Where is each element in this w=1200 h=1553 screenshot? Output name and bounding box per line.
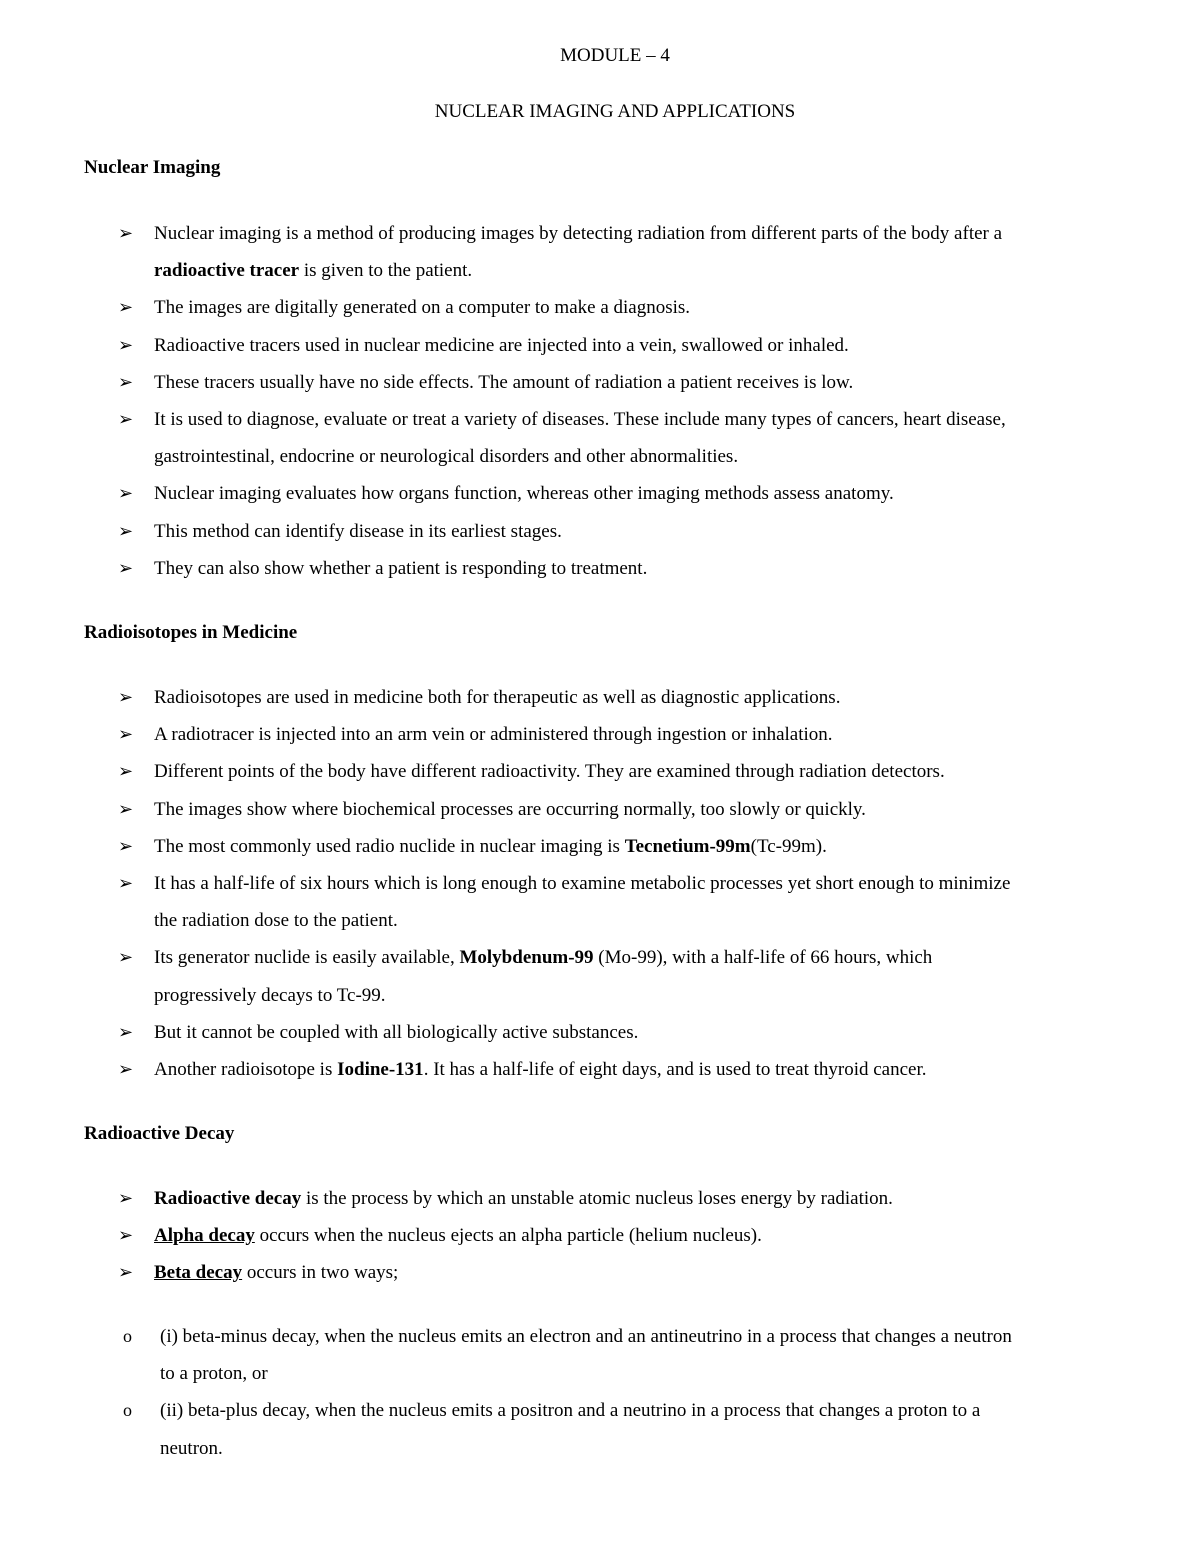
bullet-arrow-icon: ➢ (118, 483, 134, 505)
bold-underlined-term: Beta decay (154, 1262, 243, 1284)
list-item (0, 1014, 1200, 1051)
bullet-arrow-icon: ➢ (118, 724, 134, 746)
list-item (0, 753, 1200, 790)
list-item-text-rest: (Mo-99), with a half-life of 66 hours, which (593, 947, 933, 969)
bullet-arrow-icon: ➢ (118, 947, 134, 969)
bullet-arrow-icon: ➢ (118, 1059, 134, 1081)
bullet-arrow-icon: ➢ (118, 1262, 134, 1284)
bullet-arrow-icon: ➢ (118, 798, 134, 820)
radioactive-decay-list (0, 1180, 1200, 1292)
list-item-text-rest: (Tc-99m). (750, 835, 827, 857)
list-item-text-continued: gastrointestinal, endocrine or neurological disorders and other abnormalities. (154, 446, 739, 468)
sub-list-item-text-continued: neutron. (160, 1437, 223, 1459)
list-item (0, 327, 1200, 364)
list-item-text-continued: progressively decays to Tc-99. (154, 984, 386, 1006)
bullet-circle-icon: o (123, 1400, 132, 1421)
list-item-text-pre: Its generator nuclide is easily available, (154, 947, 460, 969)
list-item (0, 1180, 1200, 1217)
list-item (0, 475, 1200, 512)
list-item-text: Nuclear imaging is a method of producing images by detecting radiation from different parts of the body after a (154, 223, 1003, 244)
list-item (0, 289, 1200, 326)
list-item-text: The most commonly used radio nuclide in nuclear imaging is (154, 835, 625, 857)
bullet-arrow-icon: ➢ (118, 1225, 134, 1247)
section-heading-nuclear-imaging: Nuclear Imaging (84, 157, 221, 178)
list-item-text: But it cannot be coupled with all biologically active substances. (154, 1021, 639, 1043)
list-item (0, 1051, 1200, 1088)
bullet-arrow-icon: ➢ (118, 223, 134, 244)
list-item-text: Nuclear imaging evaluates how organs function, whereas other imaging methods assess anatomy. (154, 483, 894, 505)
section-heading-radioisotopes: Radioisotopes in Medicine (84, 622, 298, 643)
list-item-text: Another radioisotope is (154, 1059, 338, 1081)
section-heading-radioactive-decay: Radioactive Decay (84, 1123, 235, 1144)
list-item-text: Radioisotopes are used in medicine both for therapeutic as well as diagnostic applications. (154, 687, 841, 708)
list-item (0, 401, 1200, 475)
list-item-text-rest: . It has a half-life of eight days, and is used to treat thyroid cancer. (423, 1059, 927, 1081)
bullet-arrow-icon: ➢ (118, 520, 134, 542)
sub-list-item-text-continued: to a proton, or (160, 1363, 268, 1385)
bullet-arrow-icon: ➢ (118, 297, 134, 319)
list-item (0, 1217, 1200, 1254)
list-item-text (154, 939, 1140, 976)
list-item (0, 865, 1200, 939)
bullet-arrow-icon: ➢ (118, 371, 134, 393)
list-item-text: Radioactive tracers used in nuclear medicine are injected into a vein, swallowed or inhaled. (154, 334, 849, 356)
list-item-text: is the process by which an unstable atomic nucleus loses energy by radiation. (301, 1188, 893, 1209)
list-item (0, 828, 1200, 865)
list-item (0, 716, 1200, 753)
bullet-arrow-icon: ➢ (118, 334, 134, 356)
bullet-arrow-icon: ➢ (118, 761, 134, 783)
bold-term: Iodine-131 (337, 1059, 424, 1081)
bullet-arrow-icon: ➢ (118, 873, 134, 895)
list-item-text: They can also show whether a patient is responding to treatment. (154, 557, 648, 579)
list-item (0, 364, 1200, 401)
bold-underlined-term: Alpha decay (154, 1225, 255, 1247)
list-item-text: Different points of the body have different radioactivity. They are examined through radiation detectors. (154, 761, 945, 783)
sub-list-item-text: (ii) beta-plus decay, when the nucleus emits a positron and a neutrino in a process that changes a proton to a (160, 1400, 981, 1422)
list-item-text: It is used to diagnose, evaluate or treat a variety of diseases. These include many types of cancers, heart disease, (154, 409, 1006, 431)
list-item (0, 550, 1200, 587)
list-item-text-rest: is given to the patient. (299, 260, 473, 282)
bullet-arrow-icon: ➢ (118, 835, 134, 857)
module-title: MODULE – 4 (560, 45, 670, 66)
bold-term: Molybdenum-99 (459, 947, 594, 969)
list-item (0, 939, 1200, 1013)
bullet-arrow-icon: ➢ (118, 1188, 134, 1209)
list-item-text: It has a half-life of six hours which is long enough to examine metabolic processes yet short enough to minimize (154, 873, 1011, 895)
bold-term: Tecnetium-99m (624, 835, 751, 857)
list-item-text: occurs when the nucleus ejects an alpha particle (helium nucleus). (254, 1225, 762, 1247)
bullet-arrow-icon: ➢ (118, 409, 134, 431)
bullet-circle-icon: o (123, 1326, 132, 1346)
document-title: NUCLEAR IMAGING AND APPLICATIONS (434, 101, 796, 122)
beta-decay-sublist (0, 1318, 1200, 1467)
list-item-text: occurs in two ways; (242, 1262, 399, 1284)
bullet-arrow-icon: ➢ (118, 1021, 134, 1043)
list-item-text: These tracers usually have no side effects. The amount of radiation a patient receives is low. (154, 371, 854, 393)
list-item-text: The images are digitally generated on a computer to make a diagnosis. (154, 297, 691, 319)
sub-list-item (0, 1318, 1200, 1392)
list-item (0, 679, 1200, 716)
bullet-arrow-icon: ➢ (118, 687, 134, 708)
list-item-text: This method can identify disease in its earliest stages. (154, 520, 562, 542)
list-item-text: The images show where biochemical processes are occurring normally, too slowly or quickly. (154, 798, 866, 820)
nuclear-imaging-list (0, 215, 1200, 587)
bold-term: radioactive tracer (154, 260, 300, 282)
radioisotopes-list (0, 679, 1200, 1088)
list-item-text: A radiotracer is injected into an arm vein or administered through ingestion or inhalation. (154, 724, 833, 746)
list-item-text-continued (154, 252, 1140, 289)
list-item (0, 215, 1200, 289)
list-item (0, 513, 1200, 550)
list-item (0, 1254, 1200, 1291)
list-item (0, 791, 1200, 828)
bullet-arrow-icon: ➢ (118, 557, 134, 579)
list-item-text-continued: the radiation dose to the patient. (154, 910, 398, 932)
sub-list-item (0, 1392, 1200, 1466)
bold-term: Radioactive decay (154, 1188, 302, 1209)
sub-list-item-text: (i) beta-minus decay, when the nucleus emits an electron and an antineutrino in a process that changes a neutron (160, 1326, 1012, 1347)
